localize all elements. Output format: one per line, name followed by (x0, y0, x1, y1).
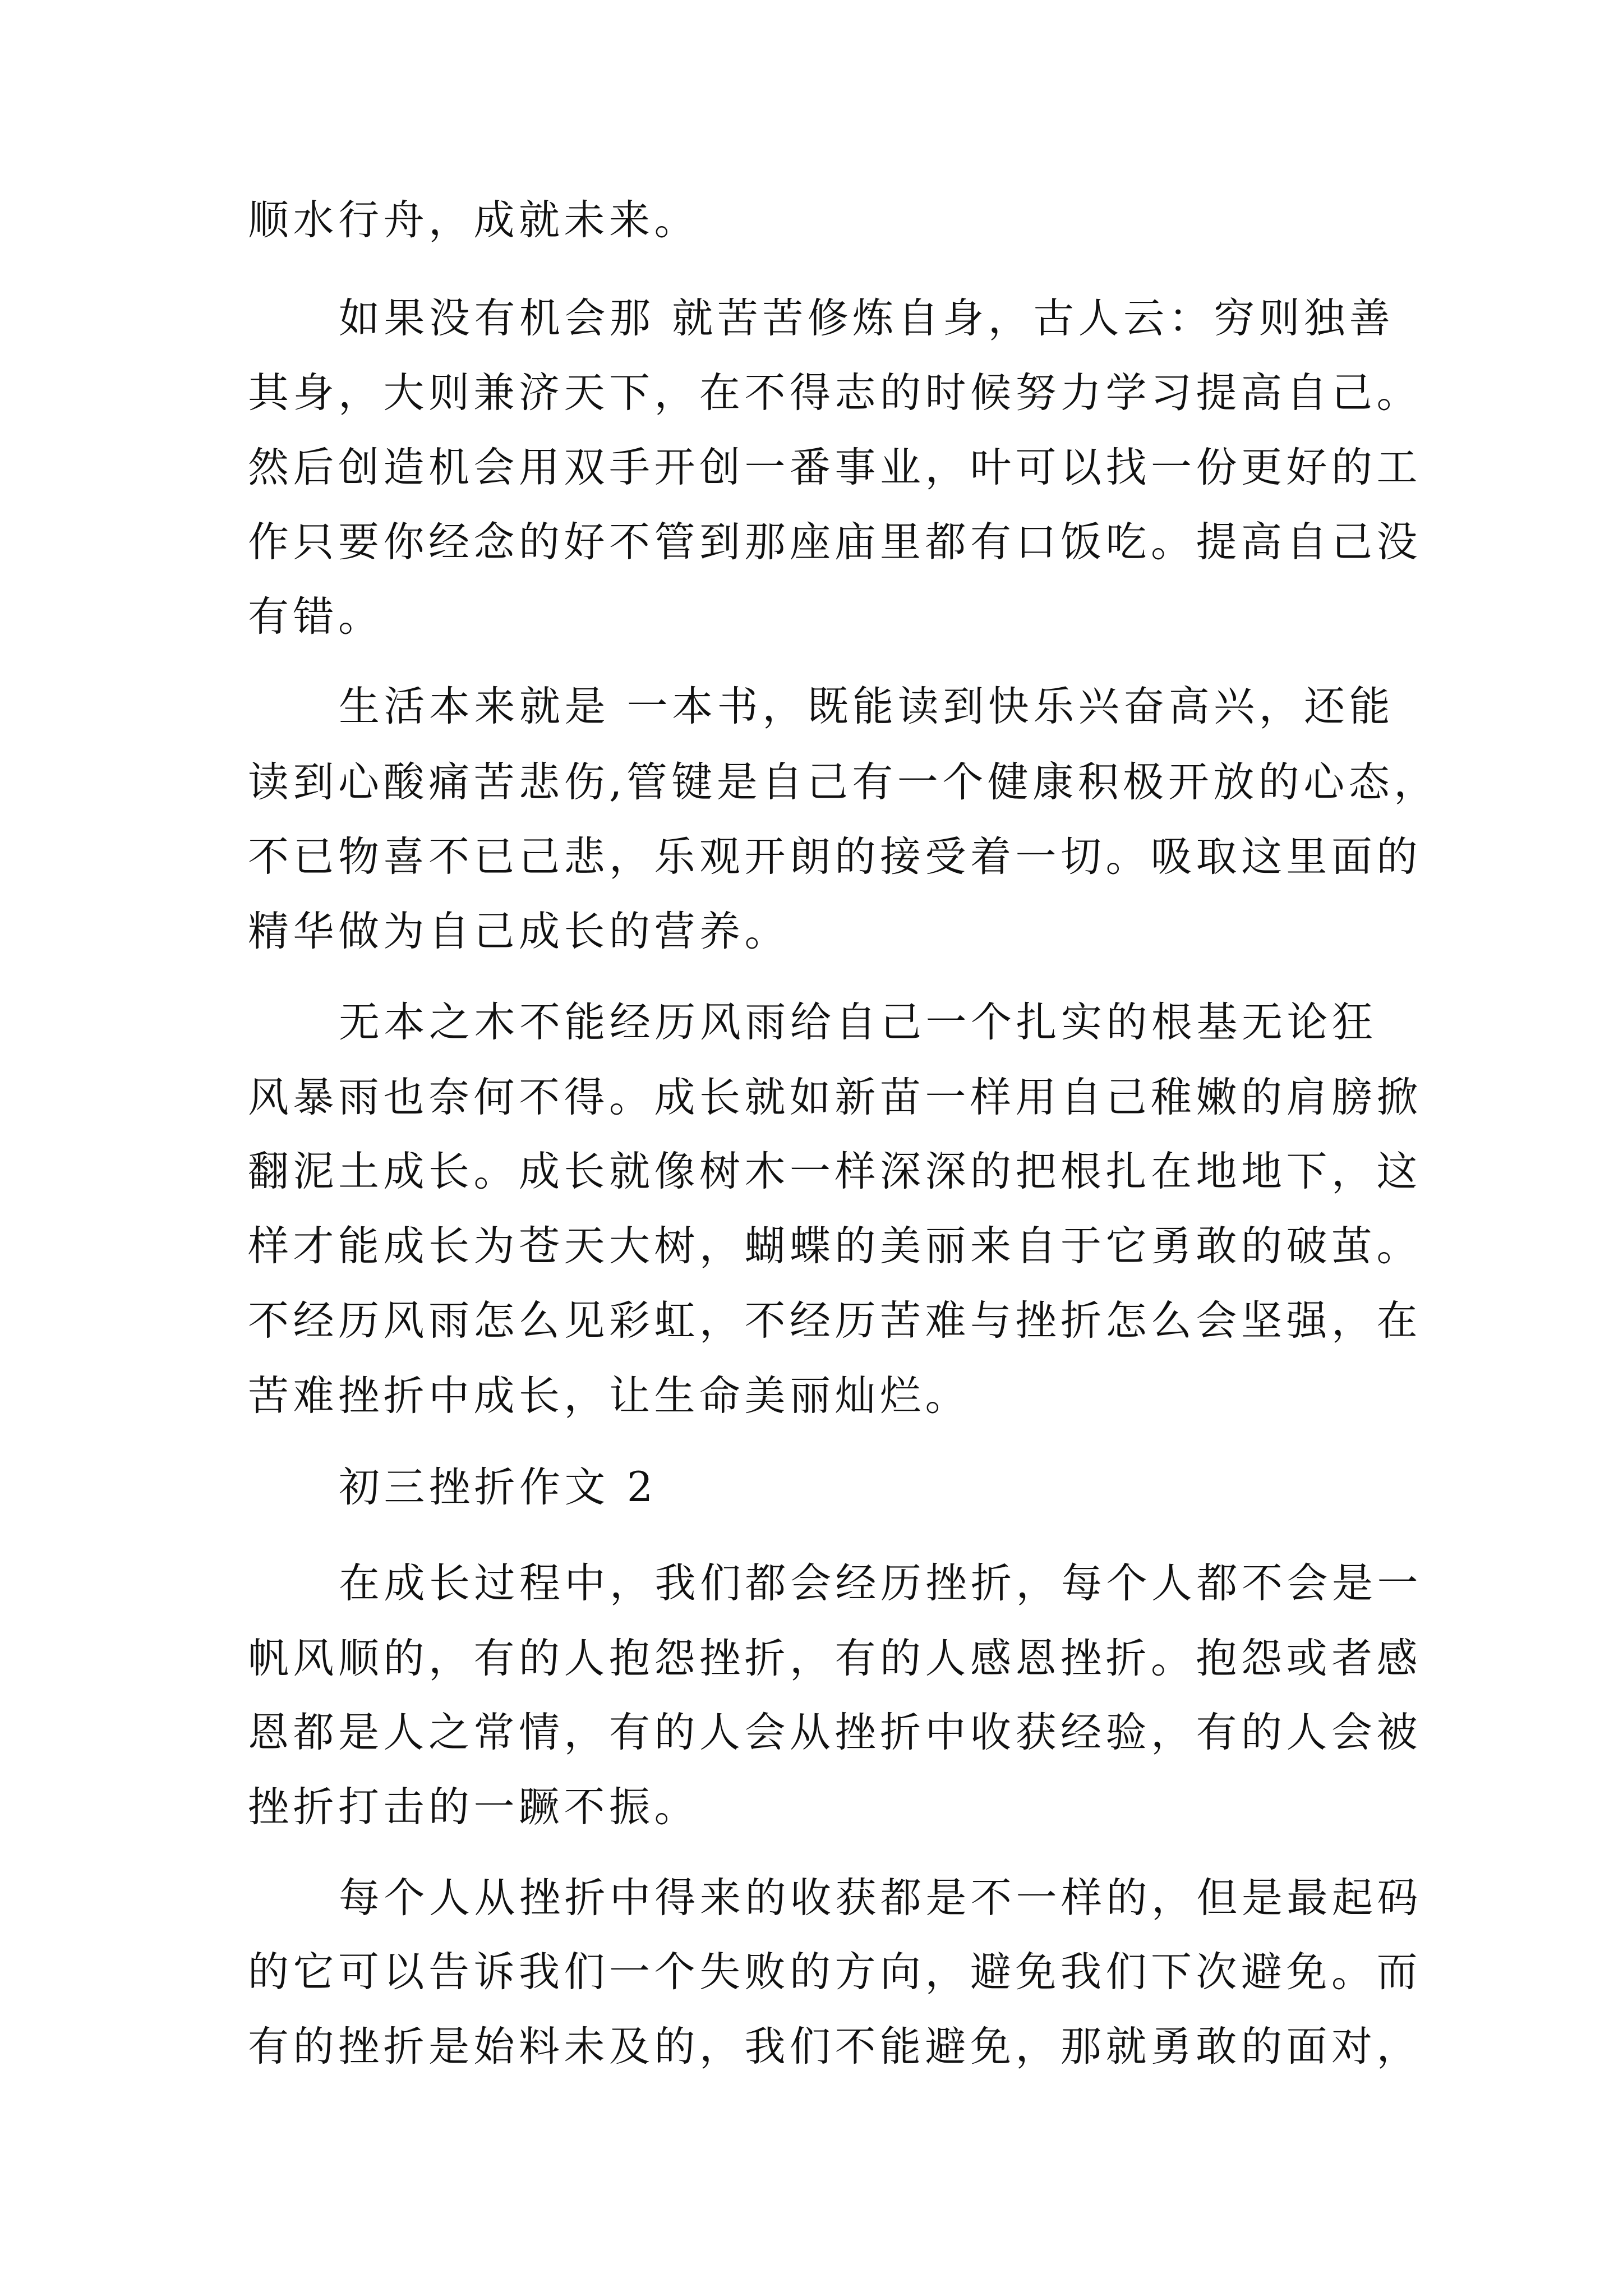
text-line: 风暴雨也奈何不得。成长就如新苗一样用自己稚嫩的肩膀掀 (248, 1074, 1422, 1121)
text-line: 作只要你经念的好不管到那座庙里都有口饭吃。提高自己没 (248, 518, 1422, 566)
text-line: 读到心酸痛苦悲伤,管键是自己有一个健康积极开放的心态， (248, 758, 1439, 806)
text-line: 不已物喜不已己悲，乐观开朗的接受着一切。吸取这里面的 (248, 833, 1422, 881)
text-line: 不经历风雨怎么见彩虹，不经历苦难与挫折怎么会坚强，在 (248, 1297, 1422, 1345)
section-heading: 初三挫折作文 2 (339, 1464, 657, 1511)
text-line: 顺水行舟，成就未来。 (248, 196, 699, 244)
text-line: 然后创造机会用双手开创一番事业，叶可以找一份更好的工 (248, 444, 1422, 491)
text-line: 有错。 (248, 593, 384, 641)
text-line: 其身，大则兼济天下，在不得志的时候努力学习提高自己。 (248, 369, 1422, 417)
text-line: 有的挫折是始料未及的，我们不能避免，那就勇敢的面对， (248, 2023, 1422, 2070)
text-line: 无本之木不能经历风雨给自己一个扎实的根基无论狂 (339, 999, 1377, 1046)
text-line: 挫折打击的一蹶不振。 (248, 1783, 699, 1831)
text-line: 翻泥土成长。成长就像树木一样深深的把根扎在地地下，这 (248, 1148, 1422, 1195)
text-line: 的它可以告诉我们一个失败的方向，避免我们下次避免。而 (248, 1948, 1422, 1996)
text-line: 如果没有机会那 就苦苦修炼自身，古人云：穷则独善 (339, 295, 1395, 342)
text-line: 精华做为自己成长的营养。 (248, 908, 790, 955)
text-line: 帆风顺的，有的人抱怨挫折，有的人感恩挫折。抱怨或者感 (248, 1635, 1422, 1682)
text-line: 样才能成长为苍天大树，蝴蝶的美丽来自于它勇敢的破茧。 (248, 1222, 1422, 1270)
text-line: 生活本来就是 一本书，既能读到快乐兴奋高兴，还能 (339, 683, 1395, 730)
text-line: 每个人从挫折中得来的收获都是不一样的，但是最起码 (339, 1874, 1422, 1922)
text-line: 苦难挫折中成长，让生命美丽灿烂。 (248, 1372, 970, 1420)
text-line: 恩都是人之常情，有的人会从挫折中收获经验，有的人会被 (248, 1709, 1422, 1756)
text-line: 在成长过程中，我们都会经历挫折，每个人都不会是一 (339, 1559, 1422, 1607)
